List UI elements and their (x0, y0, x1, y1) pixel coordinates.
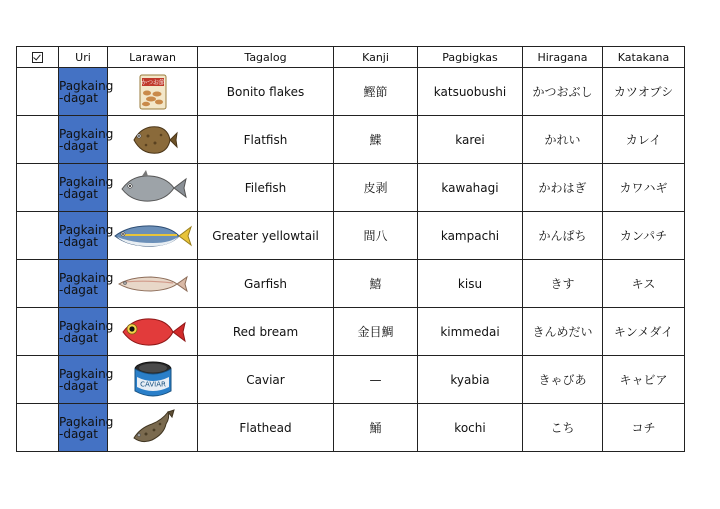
category-cell: Pagkaing -dagat (59, 164, 108, 212)
katakana-cell: カンパチ (603, 212, 685, 260)
check-cell[interactable] (17, 164, 59, 212)
header-hiragana: Hiragana (523, 47, 603, 68)
katakana-cell: キンメダイ (603, 308, 685, 356)
check-cell[interactable] (17, 116, 59, 164)
pagbigkas-cell: kimmedai (418, 308, 523, 356)
katakana-cell: カツオブシ (603, 68, 685, 116)
kanji-cell: — (334, 356, 418, 404)
category-cell: Pagkaing -dagat (59, 356, 108, 404)
hiragana-cell: かんぱち (523, 212, 603, 260)
tagalog-cell: Flathead (198, 404, 334, 452)
hiragana-cell: こち (523, 404, 603, 452)
pagbigkas-cell: kawahagi (418, 164, 523, 212)
image-cell (108, 212, 198, 260)
category-cell: Pagkaing -dagat (59, 260, 108, 308)
table-row (17, 260, 685, 308)
pagbigkas-cell: karei (418, 116, 523, 164)
kanji-cell: 鱚 (334, 260, 418, 308)
tagalog-cell: Caviar (198, 356, 334, 404)
image-cell (108, 164, 198, 212)
red-bream-icon (119, 314, 187, 350)
category-cell: Pagkaing -dagat (59, 308, 108, 356)
check-cell[interactable] (17, 260, 59, 308)
header-katakana: Katakana (603, 47, 685, 68)
hiragana-cell: かれい (523, 116, 603, 164)
category-cell: Pagkaing -dagat (59, 404, 108, 452)
table-row (17, 164, 685, 212)
pagbigkas-cell: kochi (418, 404, 523, 452)
check-cell[interactable] (17, 356, 59, 404)
bonito-flakes-package-icon (133, 73, 173, 111)
tagalog-cell: Filefish (198, 164, 334, 212)
tagalog-cell: Garfish (198, 260, 334, 308)
garfish-icon (117, 271, 189, 297)
header-uri: Uri (59, 47, 108, 68)
image-cell (108, 116, 198, 164)
katakana-cell: カレイ (603, 116, 685, 164)
tagalog-cell: Greater yellowtail (198, 212, 334, 260)
caviar-tin-icon (131, 359, 175, 401)
table-row (17, 308, 685, 356)
vocabulary-table (16, 46, 685, 452)
checkbox-icon[interactable] (32, 52, 43, 63)
filefish-icon (118, 169, 188, 207)
image-cell (108, 404, 198, 452)
flatfish-icon (128, 121, 178, 159)
category-cell: Pagkaing -dagat (59, 212, 108, 260)
katakana-cell: キャビア (603, 356, 685, 404)
check-cell[interactable] (17, 308, 59, 356)
header-check[interactable] (17, 47, 59, 68)
table-row (17, 116, 685, 164)
katakana-cell: コチ (603, 404, 685, 452)
kanji-cell: 鰈 (334, 116, 418, 164)
category-cell: Pagkaing -dagat (59, 116, 108, 164)
category-cell: Pagkaing -dagat (59, 68, 108, 116)
svg-text:かつお節: かつお節 (140, 79, 165, 86)
tagalog-cell: Red bream (198, 308, 334, 356)
kanji-cell: 皮剥 (334, 164, 418, 212)
image-cell (108, 356, 198, 404)
header-larawan: Larawan (108, 47, 198, 68)
image-cell (108, 68, 198, 116)
katakana-cell: カワハギ (603, 164, 685, 212)
tagalog-cell: Flatfish (198, 116, 334, 164)
check-cell[interactable] (17, 68, 59, 116)
hiragana-cell: かつおぶし (523, 68, 603, 116)
table-row (17, 212, 685, 260)
header-tagalog: Tagalog (198, 47, 334, 68)
tagalog-cell: Bonito flakes (198, 68, 334, 116)
hiragana-cell: きんめだい (523, 308, 603, 356)
image-cell (108, 308, 198, 356)
yellowtail-icon (113, 221, 193, 251)
pagbigkas-cell: kyabia (418, 356, 523, 404)
kanji-cell: 間八 (334, 212, 418, 260)
hiragana-cell: きす (523, 260, 603, 308)
check-cell[interactable] (17, 404, 59, 452)
hiragana-cell: かわはぎ (523, 164, 603, 212)
pagbigkas-cell: kisu (418, 260, 523, 308)
header-pagbigkas: Pagbigkas (418, 47, 523, 68)
hiragana-cell: きゃびあ (523, 356, 603, 404)
caviar-label: CAVIAR (139, 380, 166, 388)
kanji-cell: 金目鯛 (334, 308, 418, 356)
check-cell[interactable] (17, 212, 59, 260)
katakana-cell: キス (603, 260, 685, 308)
header-row (17, 47, 685, 68)
table-row (17, 356, 685, 404)
flathead-icon (130, 408, 176, 448)
kanji-cell: 鰹節 (334, 68, 418, 116)
pagbigkas-cell: katsuobushi (418, 68, 523, 116)
table-row (17, 404, 685, 452)
kanji-cell: 鯒 (334, 404, 418, 452)
header-kanji: Kanji (334, 47, 418, 68)
pagbigkas-cell: kampachi (418, 212, 523, 260)
table-row (17, 68, 685, 116)
image-cell (108, 260, 198, 308)
